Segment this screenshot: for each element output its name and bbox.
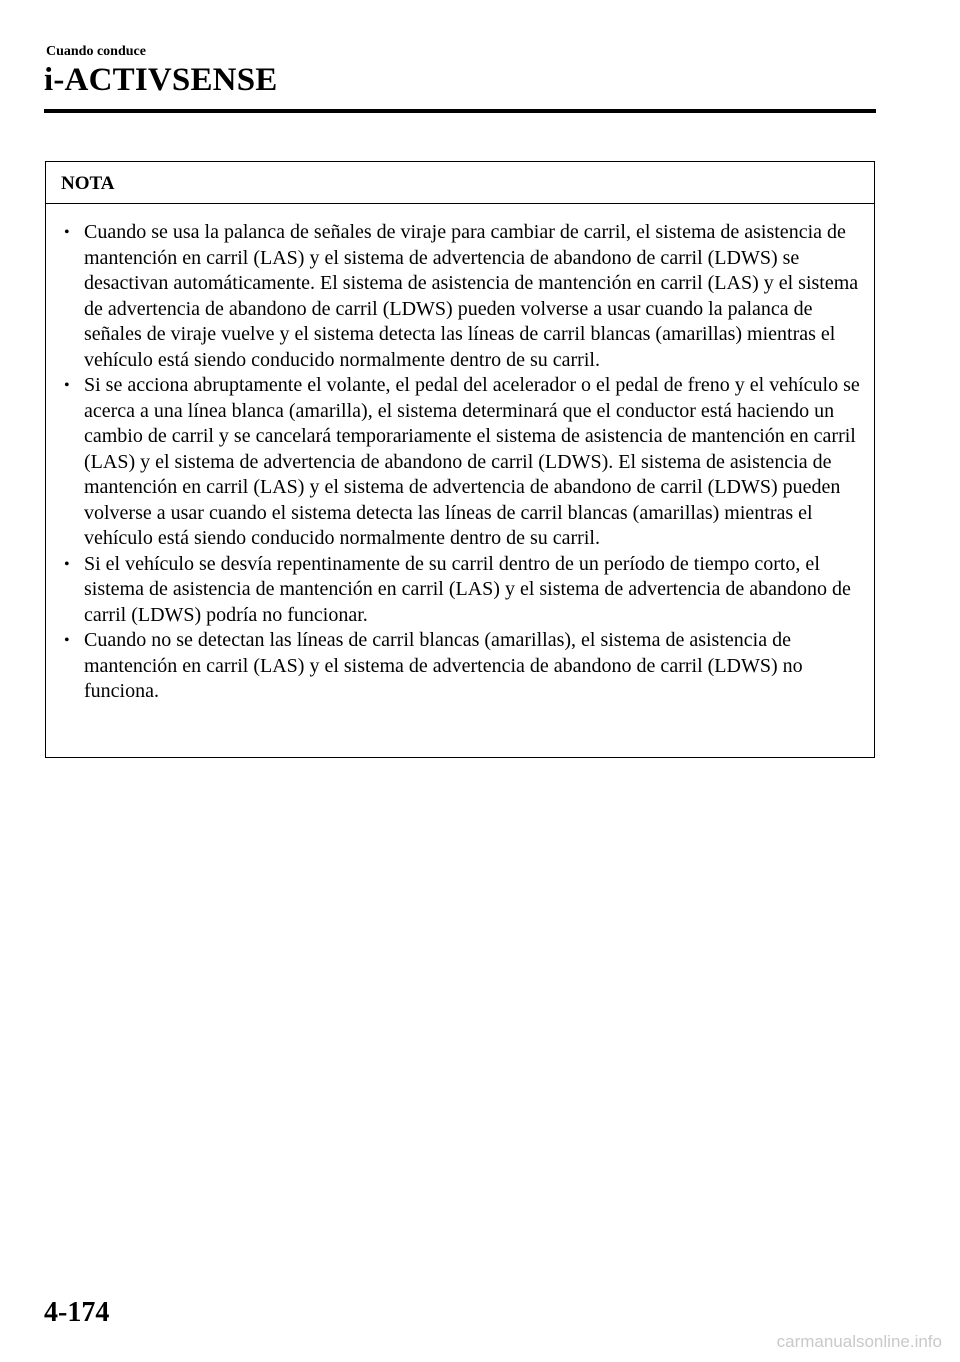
- note-item-text: Cuando no se detectan las líneas de carril blancas (amarillas), el sistema de asistencia de mantención en carril (LAS) y el sistema de advertencia de abandono de carril (LDWS) no funciona.: [84, 629, 803, 702]
- page-number: 4-174: [44, 1297, 110, 1328]
- note-item: [64, 628, 866, 705]
- bullet-icon: •: [64, 377, 70, 394]
- note-item: [64, 552, 866, 629]
- note-list: [46, 204, 874, 705]
- note-item: [64, 373, 866, 552]
- bullet-icon: •: [64, 632, 70, 649]
- section-label: Cuando conduce: [46, 44, 146, 59]
- note-box: [45, 161, 875, 758]
- note-item-text: Si se acciona abruptamente el volante, el pedal del acelerador o el pedal de freno y el vehículo se acerca a una línea blanca (amarilla), el sistema determinará que el conductor está haciendo un cambio de carril y se cancelará temporariamente el sistema de asistencia de mantención en carril (LAS) y el sistema de advertencia de abandono de carril (LDWS). El sistema de asistencia de mantención en carril (LAS) y el sistema de advertencia de abandono de carril (LDWS) pueden volverse a usar cuando el sistema detecta las líneas de carril blancas (amarillas) mientras el vehículo está siendo conducido normalmente dentro de su carril.: [84, 374, 860, 549]
- bullet-icon: •: [64, 555, 70, 573]
- watermark: carmanualsonline.info: [776, 1332, 942, 1351]
- chapter-title: i-ACTIVSENSE: [44, 62, 278, 98]
- note-item-text: Si el vehículo se desvía repentinamente de su carril dentro de un período de tiempo corto, el sistema de asistencia de mantención en carril (LAS) y el sistema de advertencia de abandono de carril (LDWS) podría no funcionar.: [84, 552, 851, 626]
- bullet-icon: •: [64, 224, 70, 241]
- note-item: [64, 220, 866, 373]
- header-rule: [44, 109, 876, 113]
- note-heading: NOTA: [46, 162, 874, 204]
- note-item-text: Cuando se usa la palanca de señales de viraje para cambiar de carril, el sistema de asistencia de mantención en carril (LAS) y el sistema de advertencia de abandono de carril (LDWS) se desactivan automáticamente. El sistema de asistencia de mantención en carril (LAS) y el sistema de advertencia de abandono de carril (LDWS) pueden volverse a usar cuando la palanca de señales de viraje vuelve y el sistema detecta las líneas de carril blancas (amarillas) mientras el vehículo está siendo conducido normalmente dentro de su carril.: [84, 221, 859, 371]
